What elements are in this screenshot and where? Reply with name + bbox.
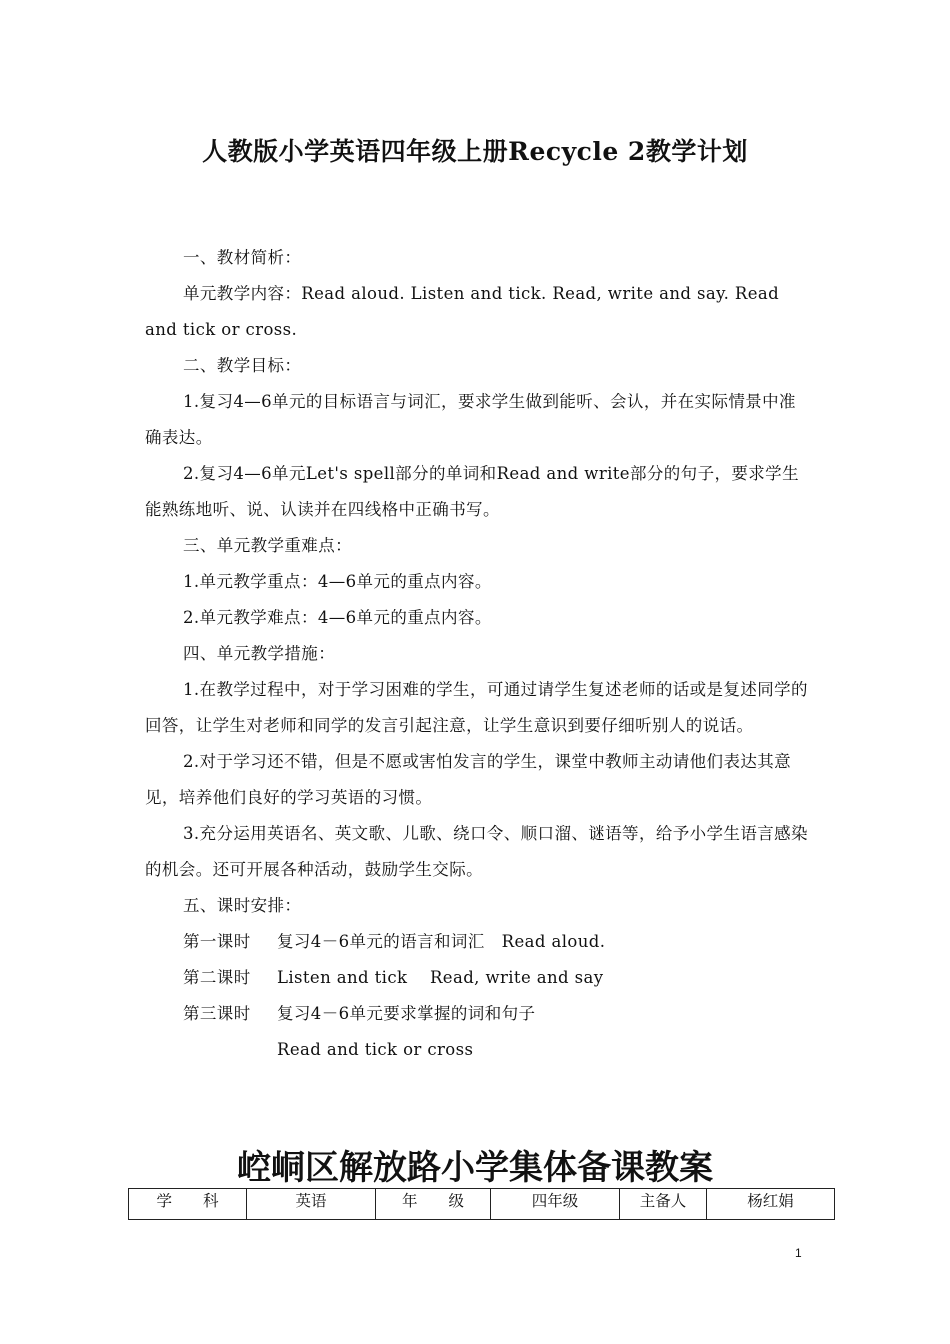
section1-heading: 一、教材简析： xyxy=(183,248,302,267)
school-title: 崆峒区解放路小学集体备课教案 xyxy=(237,1148,713,1188)
section4-item-3: 3.充分运用英语名、英文歌、儿歌、绕口令、顺口溜、谜语等，给予小学生语言感染的机会。还可开展各种活动，鼓励学生交际。 xyxy=(145,824,808,879)
section1-content: 单元教学内容：Read aloud. Listen and tick. Read, write and say. Read and tick or cross. xyxy=(145,284,780,339)
table-row xyxy=(129,1189,835,1220)
schedule-label: 第二课时 xyxy=(183,968,251,987)
schedule-continuation: Read and tick or cross xyxy=(277,1040,474,1059)
lead-label: 主备人 xyxy=(620,1189,707,1220)
section4-heading: 四、单元教学措施： xyxy=(183,644,336,663)
schedule-row-3 xyxy=(183,996,810,1032)
schedule-content: Listen and tick Read, write and say xyxy=(277,968,604,987)
section3-item-1: 1.单元教学重点：4—6单元的重点内容。 xyxy=(183,572,492,591)
grade-value: 四年级 xyxy=(491,1189,620,1220)
schedule-content: 复习4－6单元要求掌握的词和句子 xyxy=(277,1004,536,1023)
lead-value: 杨红娟 xyxy=(707,1189,835,1220)
subject-label: 学 科 xyxy=(129,1189,247,1220)
grade-label: 年 级 xyxy=(376,1189,491,1220)
section4-item-2: 2.对于学习还不错，但是不愿或害怕发言的学生，课堂中教师主动请他们表达其意见，培养他们良好的学习英语的习惯。 xyxy=(145,752,792,807)
section2-item-2: 2.复习4—6单元Let's spell部分的单词和Read and write部分的句子，要求学生能熟练地听、说、认读并在四线格中正确书写。 xyxy=(145,464,799,519)
schedule-row-2 xyxy=(183,960,810,996)
section2-heading: 二、教学目标： xyxy=(183,356,302,375)
section3-heading: 三、单元教学重难点： xyxy=(183,536,352,555)
schedule-content: 复习4－6单元的语言和词汇 Read aloud. xyxy=(277,932,606,951)
page-number: 1 xyxy=(795,1246,802,1260)
section2-item-1: 1.复习4—6单元的目标语言与词汇，要求学生做到能听、会认，并在实际情景中准确表达。 xyxy=(145,392,796,447)
document-title: 人教版小学英语四年级上册Recycle 2教学计划 xyxy=(202,137,748,166)
subject-value: 英语 xyxy=(247,1189,376,1220)
schedule-label: 第三课时 xyxy=(183,1004,251,1023)
lesson-info-table xyxy=(128,1188,835,1220)
schedule-row-1 xyxy=(183,924,810,960)
schedule-label: 第一课时 xyxy=(183,932,251,951)
document-body xyxy=(145,240,810,1068)
section3-item-2: 2.单元教学难点：4—6单元的重点内容。 xyxy=(183,608,492,627)
section5-heading: 五、课时安排： xyxy=(183,896,302,915)
section4-item-1: 1.在教学过程中，对于学习困难的学生，可通过请学生复述老师的话或是复述同学的回答，让学生对老师和同学的发言引起注意，让学生意识到要仔细听别人的说话。 xyxy=(145,680,808,735)
